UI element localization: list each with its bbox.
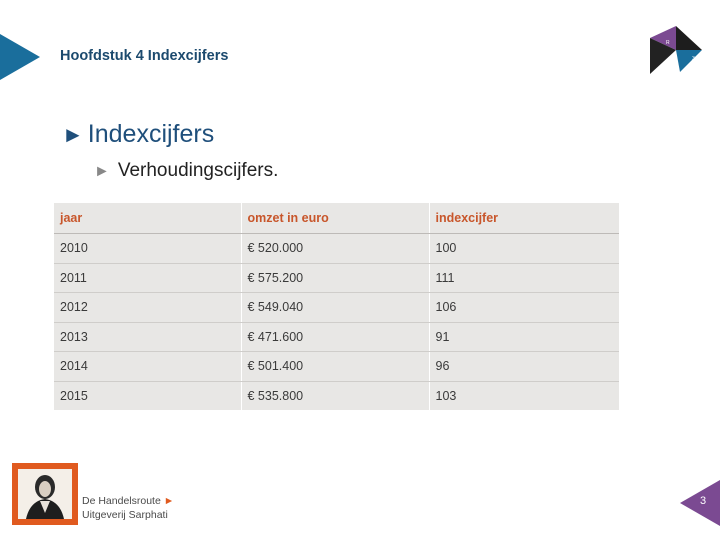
publisher-arrow-icon: ► [163, 495, 175, 507]
cell-index: 111 [429, 263, 619, 293]
heading-text: Indexcijfers [87, 120, 215, 148]
table-row [54, 263, 619, 293]
header-jaar: jaar [54, 203, 241, 234]
cell-omzet: € 501.400 [241, 352, 429, 382]
corner-label-top: R [666, 40, 670, 46]
table-row [54, 293, 619, 323]
cell-index: 96 [429, 352, 619, 382]
cell-index: 103 [429, 381, 619, 410]
header-omzet: omzet in euro [241, 203, 429, 234]
slide-heading [62, 120, 214, 149]
cell-omzet: € 471.600 [241, 322, 429, 352]
cell-omzet: € 535.800 [241, 381, 429, 410]
chapter-title: Hoofdstuk 4 Indexcijfers [60, 48, 229, 64]
table-row [54, 381, 619, 410]
cell-jaar: 2015 [60, 388, 88, 403]
header-indexcijfer: indexcijfer [429, 203, 619, 234]
corner-logo-icon [650, 26, 702, 74]
slide-subheading [94, 160, 278, 182]
cell-omzet: € 549.040 [241, 293, 429, 323]
cell-jaar: 2011 [54, 263, 241, 293]
table-row [54, 234, 619, 264]
cell-jaar: 2010 [54, 234, 241, 264]
subheading-bullet-icon: ► [94, 163, 110, 180]
cell-omzet: € 575.200 [241, 263, 429, 293]
publisher-name [82, 494, 174, 522]
table-row [54, 352, 619, 382]
portrait-icon [18, 469, 72, 519]
cell-index: 100 [429, 234, 619, 264]
subheading-text: Verhoudingscijfers. [117, 160, 279, 181]
index-table [54, 203, 619, 410]
chapter-arrow-icon [0, 34, 40, 80]
publisher-line2: Uitgeverij Sarphati [82, 509, 168, 521]
page-number: 3 [700, 495, 707, 507]
heading-bullet-icon: ► [62, 122, 84, 147]
publisher-line1: De Handelsroute [82, 495, 161, 507]
cell-index: 91 [429, 322, 619, 352]
cell-omzet: € 520.000 [241, 234, 429, 264]
cell-jaar: 2013 [54, 322, 241, 352]
cell-jaar: 2012 [54, 293, 241, 323]
cell-index: 106 [429, 293, 619, 323]
cell-jaar: 2014 [54, 352, 241, 382]
publisher-logo [12, 463, 78, 525]
corner-label-bottom: 3 [692, 56, 695, 62]
table-header-row [54, 203, 619, 234]
table-row [54, 322, 619, 352]
